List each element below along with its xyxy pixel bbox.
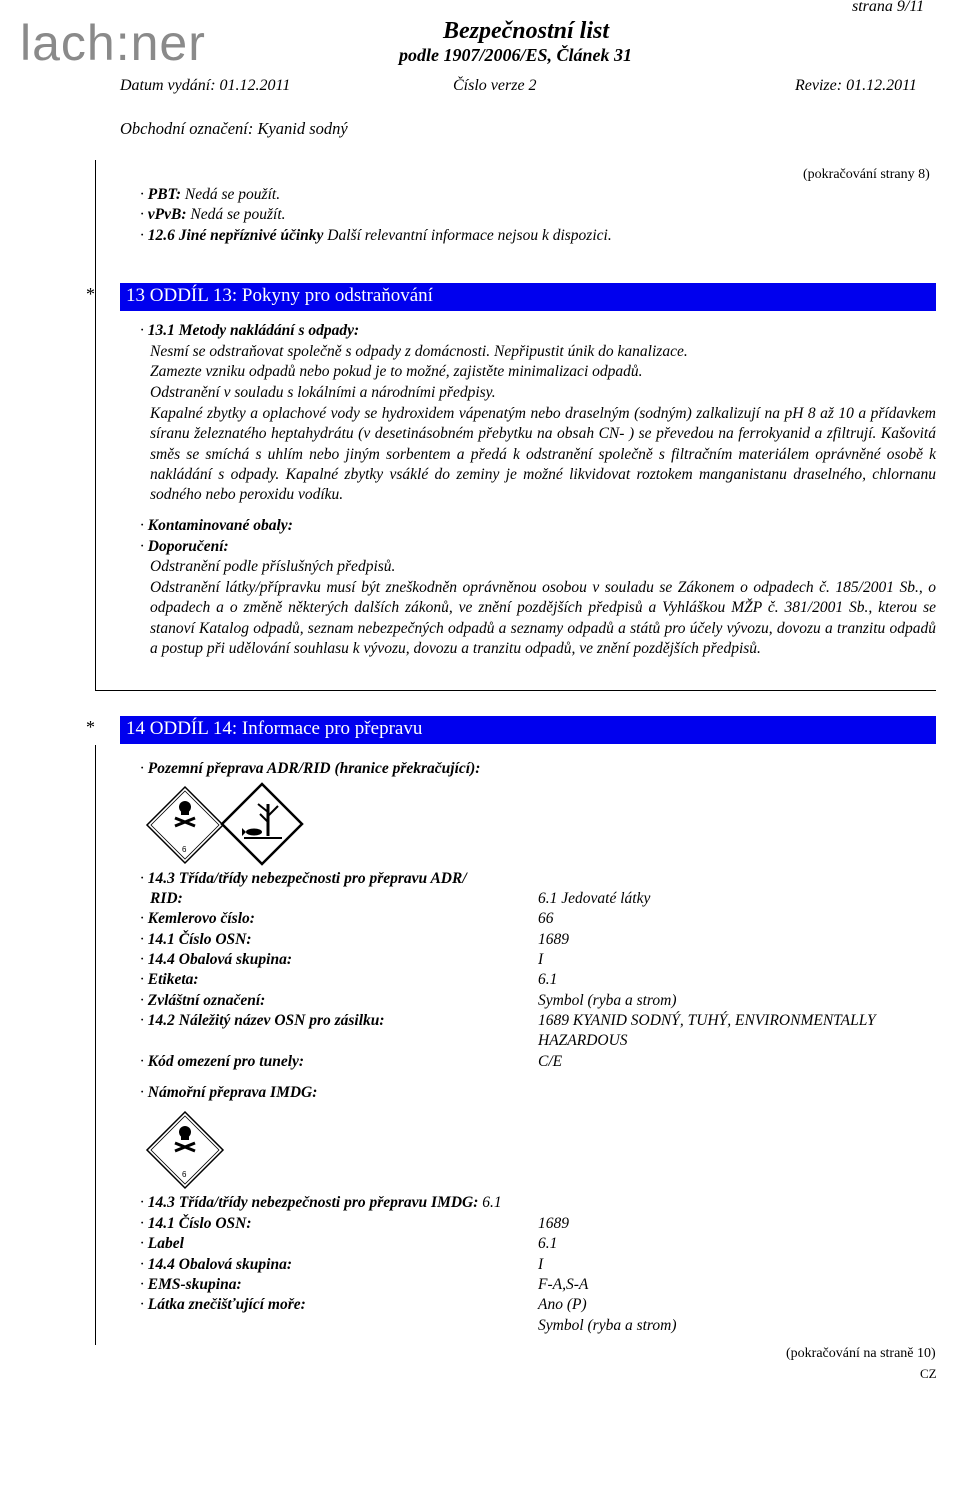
adr-row-shipping-name: · 14.2 Náležitý název OSN pro zásilku: [140, 1012, 385, 1029]
section-13-header [120, 283, 936, 311]
vpvb-value: Nedá se použít. [190, 206, 286, 223]
adr-packing-label: 14.4 Obalová skupina: [147, 951, 292, 968]
document-subtitle: podle 1907/2006/ES, Článek 31 [399, 45, 633, 65]
adr-row-special: · Zvláštní označení: [140, 992, 266, 1009]
sea-transport-row: · Námořní přeprava IMDG: [140, 1084, 318, 1101]
methods-line-1: Nesmí se odstraňovat společně s odpady z domácnosti. Nepřipustit únik do kanalizace. [150, 343, 688, 360]
methods-label: 13.1 Metody nakládání s odpady: [147, 322, 360, 339]
other-effects-value: Další relevantní informace nejsou k dispozici. [327, 227, 612, 244]
adr-class-label-cont: RID: [150, 890, 183, 907]
page-number: strana 9/11 [852, 0, 925, 15]
adr-row-class-cont [150, 890, 183, 908]
imdg-label-value: 6.1 [538, 1235, 558, 1252]
imdg-class-value: 6.1 [482, 1194, 502, 1211]
adr-row-un: · 14.1 Číslo OSN: [140, 931, 252, 948]
adr-etiketa-label: Etiketa: [147, 971, 199, 988]
adr-special-value: Symbol (ryba a strom) [538, 992, 677, 1009]
land-transport-label: Pozemní přeprava ADR/RID (hranice překračující): [147, 760, 481, 777]
adr-row-packing: · 14.4 Obalová skupina: [140, 951, 292, 968]
kemler-label: Kemlerovo číslo: [147, 910, 255, 927]
kemler-value: 66 [538, 910, 554, 927]
recommendation-label: Doporučení: [147, 538, 229, 555]
toxic-pictogram-imdg-icon [145, 1110, 225, 1190]
land-transport-row: · Pozemní přeprava ADR/RID (hranice překračující): [140, 760, 481, 777]
tunnel-code-label: Kód omezení pro tunely: [147, 1053, 305, 1070]
company-logo: lach:ner [20, 15, 206, 71]
contaminated-row: · Kontaminované obaly: [140, 517, 293, 534]
methods-line-3: Odstranění v souladu s lokálními a národními předpisy. [150, 384, 496, 401]
sea-transport-label: Námořní přeprava IMDG: [147, 1084, 318, 1101]
pbt-row: · PBT: Nedá se použít. [140, 186, 281, 203]
marine-pollutant-label: Látka znečišťující moře: [147, 1296, 306, 1313]
imdg-label-label: Label [147, 1235, 184, 1252]
methods-line-2: Zamezte vzniku odpadů nebo pokud je to možné, zajistěte minimalizaci odpadů. [150, 363, 643, 380]
adr-shipping-name-value-cont: HAZARDOUS [538, 1032, 628, 1049]
methods-paragraph: Kapalné zbytky a oplachové vody se hydroxidem vápenatým nebo draselným (sodným) zalkalizují na pH 8 až 10 a přídavkem síranu železnatého heptahydrátu (v desetinásobném přebytku na obsah CN- ) se převedou na ferrokyanid a zfiltrují. Kašovitá směs se smíchá s uhlím nebo jiným sorbentem a předá k odstranění společně s filtračním materiálem oprávněné osobě k nakládání s odpady. Kapalné zbytky vsáklé do zeminy je možné likvidovat roztokem manganistanu draselného, chlornanu sodného nebo peroxidu vodíku. [150, 405, 936, 504]
recommendation-row: · Doporučení: [140, 538, 229, 555]
frame-bottom-1 [95, 690, 936, 691]
imdg-row-marine-pollutant: · Látka znečišťující moře: [140, 1296, 306, 1313]
other-effects-row: · 12.6 Jiné nepříznivé účinky Další relevantní informace nejsou k dispozici. [140, 227, 612, 244]
adr-un-value: 1689 [538, 931, 569, 948]
adr-row-kemler: · Kemlerovo číslo: [140, 910, 255, 927]
adr-row-label: · Etiketa: [140, 971, 199, 988]
adr-packing-value: I [538, 951, 544, 968]
other-effects-label: 12.6 Jiné nepříznivé účinky [147, 227, 324, 244]
recommendation-paragraph: Odstranění látky/přípravku musí být zneškodněn oprávněnou osobou v souladu se Zákonem o odpadech č. 185/2001 Sb., o odpadech a o změně některých dalších zákonů, ve znění pozdějších předpisů a Vyhláškou MŽP č. 381/2001 Sb., kterou se stanoví Katalog odpadů, seznam nebezpečných odpadů a seznamy odpadů a států pro účely vývozu, dovozu a tranzitu odpadů a postup při udělování souhlasu k vývozu, dovozu a tranzitu odpadů, ve znění pozdějších předpisů. [150, 579, 936, 657]
imdg-row-label: · Label [140, 1235, 184, 1252]
adr-class-value: 6.1 Jedovaté látky [538, 890, 651, 907]
adr-special-label: Zvláštní označení: [147, 992, 266, 1009]
document-title: Bezpečnostní list [443, 18, 610, 44]
section-14-title: 14 ODDÍL 14: Informace pro přepravu [126, 718, 423, 739]
recommendation-line-1: Odstranění podle příslušných předpisů. [150, 558, 396, 575]
environment-pictogram-icon [220, 782, 304, 866]
toxic-pictogram-icon [145, 785, 225, 865]
adr-un-label: 14.1 Číslo OSN: [147, 931, 252, 948]
pbt-label: PBT: [147, 186, 182, 203]
issue-date: Datum vydání: 01.12.2011 [120, 77, 291, 94]
section-14-marker: * [86, 717, 95, 737]
imdg-row-ems: · EMS-skupina: [140, 1276, 242, 1293]
pictogram-class-label-imdg: 6 [182, 1170, 187, 1179]
imdg-un-value: 1689 [538, 1215, 569, 1232]
pictogram-class-label: 6 [182, 845, 187, 854]
adr-row-class: · 14.3 Třída/třídy nebezpečnosti pro přepravu ADR/ [140, 870, 467, 887]
imdg-packing-value: I [538, 1256, 544, 1273]
imdg-un-label: 14.1 Číslo OSN: [147, 1215, 252, 1232]
marine-pollutant-value: Ano (P) [538, 1296, 587, 1313]
section-14-header [120, 716, 936, 744]
version-number: Číslo verze 2 [453, 77, 537, 94]
adr-row-tunnel: · Kód omezení pro tunely: [140, 1053, 305, 1070]
frame-left-2 [95, 745, 96, 1345]
vpvb-label: vPvB: [147, 206, 187, 223]
tunnel-code-value: C/E [538, 1053, 563, 1070]
adr-class-label: 14.3 Třída/třídy nebezpečnosti pro přepravu ADR/ [147, 870, 467, 887]
adr-shipping-name-label: 14.2 Náležitý název OSN pro zásilku: [147, 1012, 385, 1029]
imdg-row-packing: · 14.4 Obalová skupina: [140, 1256, 292, 1273]
imdg-packing-label: 14.4 Obalová skupina: [147, 1256, 292, 1273]
methods-row: · 13.1 Metody nakládání s odpady: [140, 322, 360, 339]
imdg-row-un: · 14.1 Číslo OSN: [140, 1215, 252, 1232]
frame-left-1 [95, 160, 96, 690]
adr-etiketa-value: 6.1 [538, 971, 558, 988]
continued-to: (pokračování na straně 10) [786, 1346, 936, 1361]
imdg-row-class: · 14.3 Třída/třídy nebezpečnosti pro přepravu IMDG: 6.1 [140, 1194, 502, 1211]
revision-date: Revize: 01.12.2011 [795, 77, 917, 94]
ems-label: EMS-skupina: [147, 1276, 242, 1293]
vpvb-row: · vPvB: Nedá se použít. [140, 206, 286, 223]
contaminated-label: Kontaminované obaly: [147, 517, 293, 534]
imdg-class-label: 14.3 Třída/třídy nebezpečnosti pro přepravu IMDG: [147, 1194, 479, 1211]
section-13-marker: * [86, 284, 95, 304]
adr-shipping-name-value: 1689 KYANID SODNÝ, TUHÝ, ENVIRONMENTALLY [538, 1012, 876, 1029]
ems-value: F-A,S-A [538, 1276, 589, 1293]
pbt-value: Nedá se použít. [184, 186, 281, 203]
marine-pollutant-value-cont: Symbol (ryba a strom) [538, 1317, 677, 1334]
section-13-title: 13 ODDÍL 13: Pokyny pro odstraňování [126, 285, 433, 306]
trade-name: Obchodní označení: Kyanid sodný [120, 119, 348, 138]
language-code: CZ [920, 1366, 937, 1381]
continued-from: (pokračování strany 8) [803, 167, 930, 182]
